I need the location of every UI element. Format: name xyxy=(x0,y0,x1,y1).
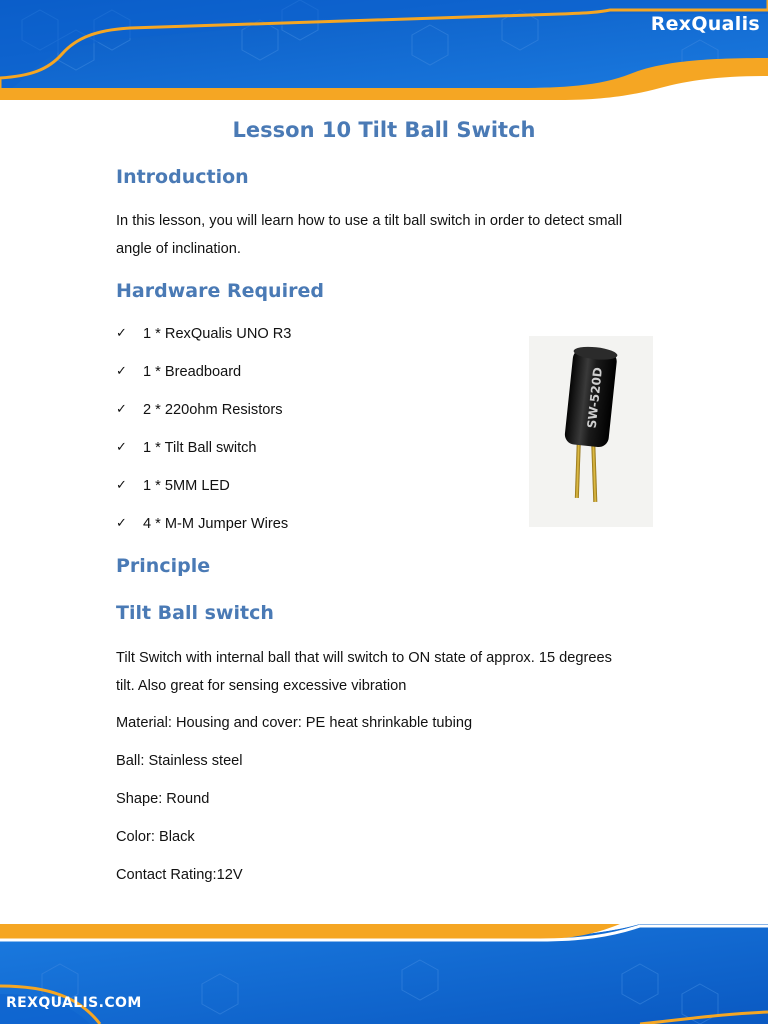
list-item xyxy=(116,512,291,550)
hardware-heading: Hardware Required xyxy=(116,280,324,302)
list-item xyxy=(116,436,291,474)
check-icon: ✓ xyxy=(116,364,127,379)
component-label: SW-520D xyxy=(584,366,606,429)
brand-logo: RexQualis xyxy=(650,13,760,35)
introduction-line-2: angle of inclination. xyxy=(116,241,241,257)
footer-website-link[interactable]: REXQUALIS.COM xyxy=(6,995,142,1011)
tilt-switch-photo xyxy=(529,336,653,527)
material-spec: Material: Housing and cover: PE heat shrinkable tubing xyxy=(116,715,473,731)
introduction-line-1: In this lesson, you will learn how to use a tilt ball switch in order to detect small xyxy=(116,213,623,229)
list-item-label: 1 * RexQualis UNO R3 xyxy=(143,326,292,342)
tilt-description xyxy=(116,644,661,700)
color-spec: Color: Black xyxy=(116,829,195,845)
list-item xyxy=(116,322,291,360)
list-item-label: 1 * Tilt Ball switch xyxy=(143,440,257,456)
check-icon: ✓ xyxy=(116,326,127,341)
tilt-switch-image xyxy=(529,336,653,527)
top-banner xyxy=(0,0,768,100)
list-item-label: 2 * 220ohm Resistors xyxy=(143,402,283,418)
list-item-label: 1 * Breadboard xyxy=(143,364,242,380)
list-item xyxy=(116,360,291,398)
bottom-banner xyxy=(0,924,768,1024)
list-item-label: 1 * 5MM LED xyxy=(143,478,230,494)
lesson-title: Lesson 10 Tilt Ball Switch xyxy=(232,118,536,142)
tilt-description-line-1: Tilt Switch with internal ball that will switch to ON state of approx. 15 degrees xyxy=(116,650,612,666)
check-icon: ✓ xyxy=(116,440,127,455)
check-icon: ✓ xyxy=(116,478,127,493)
list-item-label: 4 * M-M Jumper Wires xyxy=(143,516,289,532)
list-item xyxy=(116,398,291,436)
check-icon: ✓ xyxy=(116,402,127,417)
ball-spec: Ball: Stainless steel xyxy=(116,753,243,769)
tilt-description-line-2: tilt. Also great for sensing excessive vibration xyxy=(116,678,407,694)
introduction-text xyxy=(116,207,661,263)
shape-spec: Shape: Round xyxy=(116,791,210,807)
principle-heading: Principle xyxy=(116,555,211,577)
hardware-list xyxy=(116,322,291,550)
check-icon: ✓ xyxy=(116,516,127,531)
introduction-heading: Introduction xyxy=(116,166,249,188)
tilt-ball-switch-heading: Tilt Ball switch xyxy=(116,602,274,624)
list-item xyxy=(116,474,291,512)
contact-rating-spec: Contact Rating:12V xyxy=(116,867,243,883)
